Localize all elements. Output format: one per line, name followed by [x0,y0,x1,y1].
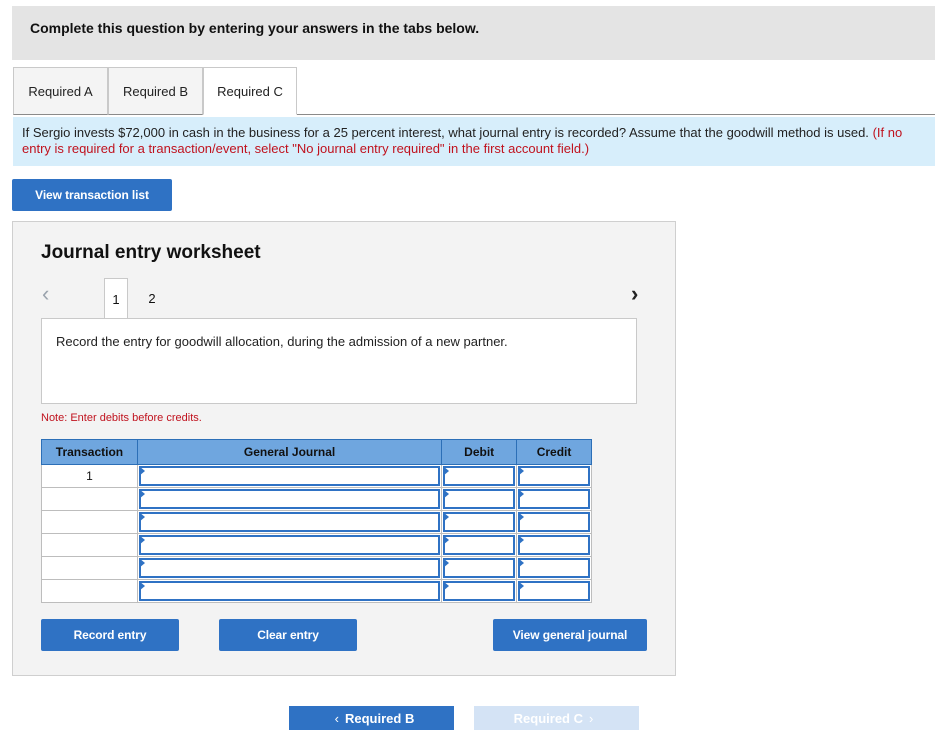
next-required-label: Required C [513,710,583,726]
account-dropdown[interactable] [139,558,440,578]
header-debit: Debit [442,440,517,465]
tabs-divider [297,114,935,115]
debit-input[interactable] [443,558,515,578]
debit-field[interactable] [442,465,517,488]
chevron-left-icon[interactable]: ‹ [42,281,50,306]
next-required-button [474,706,639,730]
transaction-number [42,488,138,511]
account-field[interactable] [137,534,441,557]
question-prompt [13,117,935,166]
credit-field[interactable] [517,534,592,557]
debit-input[interactable] [443,466,515,486]
debit-field[interactable] [442,557,517,580]
table-row [42,511,592,534]
transaction-number [42,534,138,557]
account-dropdown[interactable] [139,535,440,555]
credit-input[interactable] [518,466,590,486]
page-tab-2[interactable]: 2 [148,291,156,306]
table-row [42,557,592,580]
account-dropdown[interactable] [139,489,440,509]
debit-input[interactable] [443,535,515,555]
entry-description [41,318,637,404]
credit-input[interactable] [518,581,590,601]
chevron-right-icon[interactable]: › [631,281,639,306]
credit-field[interactable] [517,465,592,488]
journal-table [41,439,592,603]
account-field[interactable] [137,465,441,488]
chevron-left-icon: ‹ [334,710,339,726]
transaction-number [42,557,138,580]
transaction-number: 1 [42,465,138,488]
page-tab-1[interactable]: 1 [104,278,128,319]
table-row [42,534,592,557]
journal-table-header [42,440,592,465]
header-general-journal: General Journal [137,440,441,465]
credit-field[interactable] [517,488,592,511]
header-transaction: Transaction [42,440,138,465]
debit-field[interactable] [442,511,517,534]
credit-field[interactable] [517,511,592,534]
account-field[interactable] [137,557,441,580]
debit-field[interactable] [442,488,517,511]
tab-required-b[interactable]: Required B [108,67,203,115]
credit-field[interactable] [517,557,592,580]
entry-description-text: Record the entry for goodwill allocation, during the admission of a new partner. [56,334,508,349]
instruction-text: Complete this question by entering your answers in the tabs below. [30,20,480,36]
account-dropdown[interactable] [139,581,440,601]
debit-field[interactable] [442,534,517,557]
credit-input[interactable] [518,558,590,578]
credit-input[interactable] [518,535,590,555]
chevron-right-icon: › [589,710,594,726]
tab-required-a[interactable]: Required A [13,67,108,115]
view-general-journal-button[interactable]: View general journal [493,619,647,651]
debit-field[interactable] [442,580,517,603]
credit-input[interactable] [518,512,590,532]
debit-input[interactable] [443,512,515,532]
clear-entry-button[interactable]: Clear entry [219,619,357,651]
instruction-banner [12,6,935,60]
worksheet-title: Journal entry worksheet [41,242,261,263]
tab-required-c[interactable]: Required C [203,67,297,115]
header-credit: Credit [517,440,592,465]
table-row [42,580,592,603]
record-entry-button[interactable]: Record entry [41,619,179,651]
view-transaction-list-button[interactable]: View transaction list [12,179,172,211]
account-dropdown[interactable] [139,512,440,532]
debit-credit-note: Note: Enter debits before credits. [41,412,202,424]
table-row [42,488,592,511]
account-field[interactable] [137,488,441,511]
prev-required-button[interactable] [289,706,454,730]
transaction-number [42,580,138,603]
prev-required-label: Required B [345,710,415,726]
credit-field[interactable] [517,580,592,603]
table-row [42,465,592,488]
account-field[interactable] [137,580,441,603]
credit-input[interactable] [518,489,590,509]
account-dropdown[interactable] [139,466,440,486]
journal-entry-worksheet [12,221,676,676]
transaction-number [42,511,138,534]
question-text: If Sergio invests $72,000 in cash in the business for a 25 percent interest, what journal entry is recorded? Assume that the goodwill method is used. [22,125,869,140]
question-hint: (If no entry is required for a transaction/event, select "No journal entry required" in the first account field.) [22,125,903,156]
debit-input[interactable] [443,581,515,601]
debit-input[interactable] [443,489,515,509]
account-field[interactable] [137,511,441,534]
